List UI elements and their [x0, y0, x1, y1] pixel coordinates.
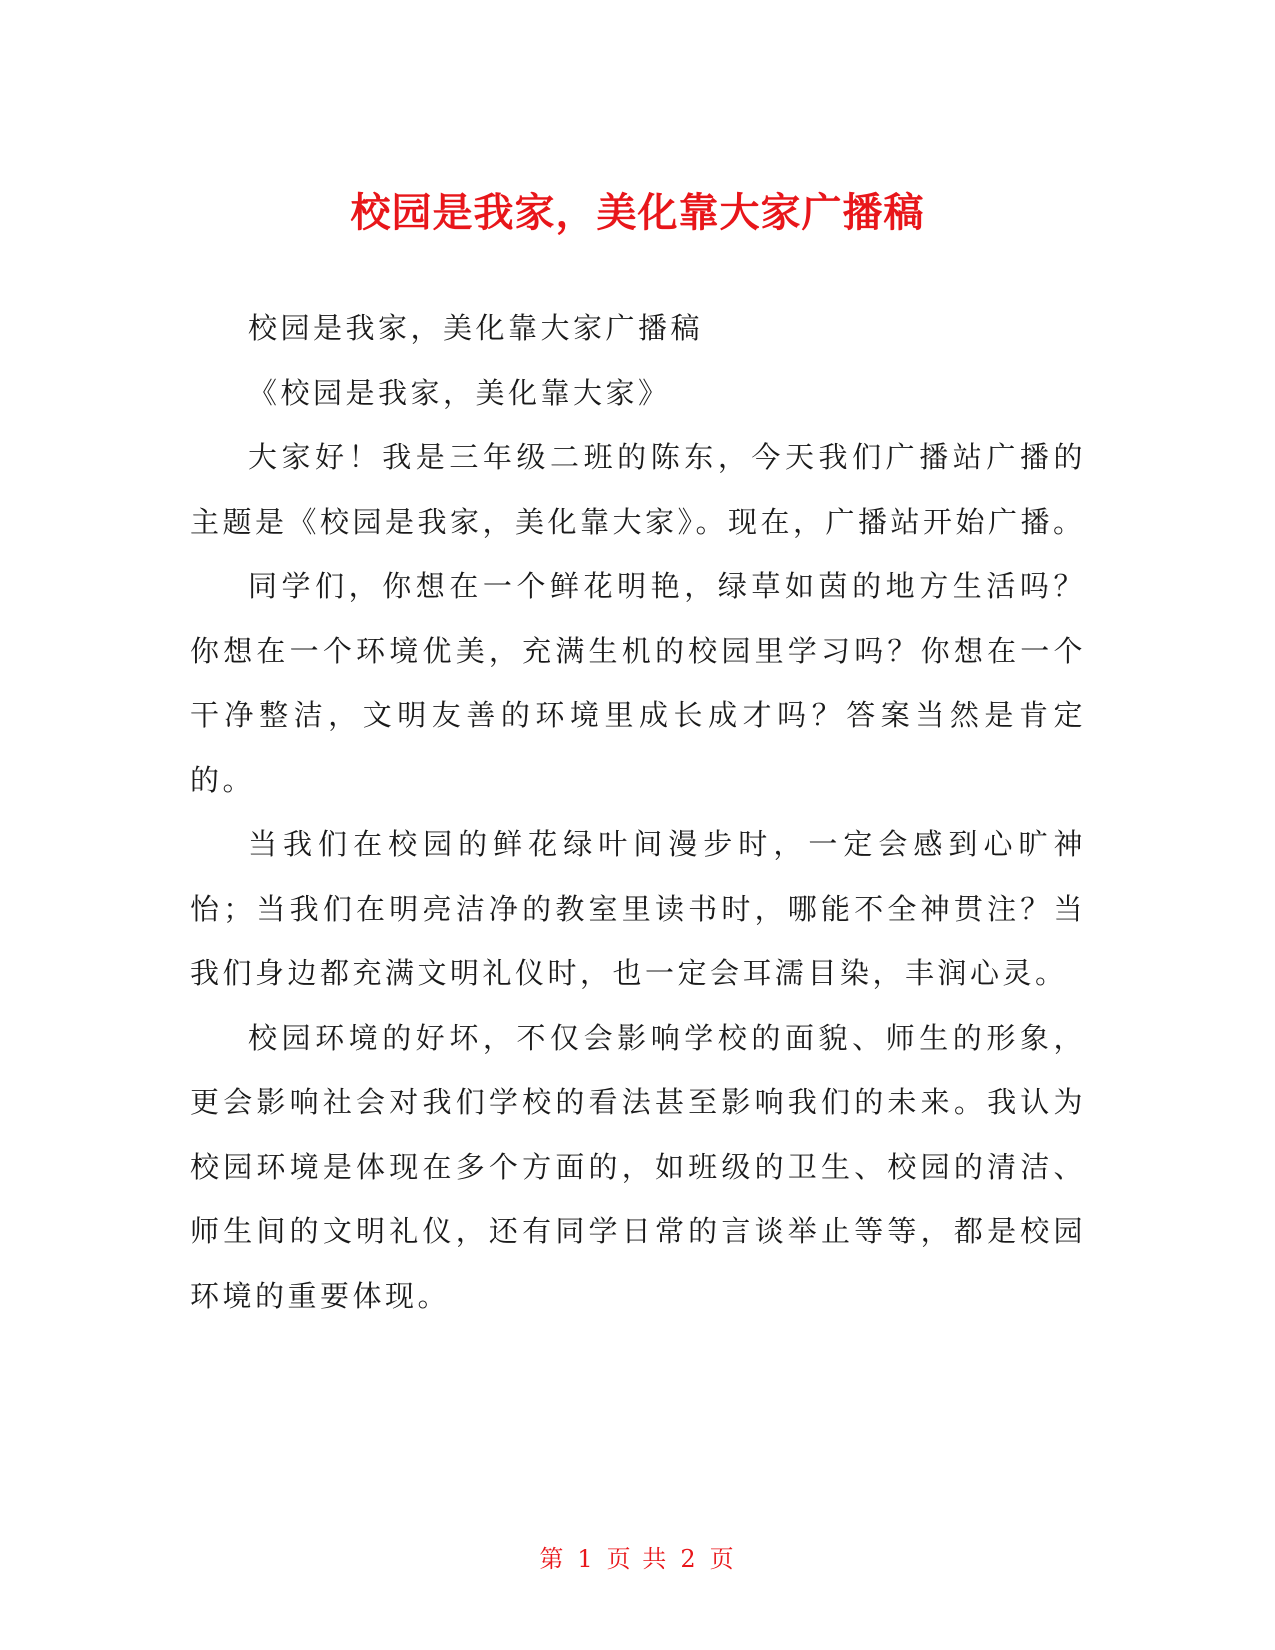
- footer-suffix: 页: [709, 1545, 736, 1573]
- paragraph-environment: 校园环境的好坏，不仅会影响学校的面貌、师生的形象，更会影响社会对我们学校的看法甚至影响我们的未来。我认为校园环境是体现在多个方面的，如班级的卫生、校园的清洁、师生间的文明礼仪，还有同学日常的言谈举止等等，都是校园环境的重要体现。: [190, 1020, 1086, 1313]
- paragraph-heading: 校园是我家，美化靠大家广播稿: [248, 311, 704, 345]
- document-title: 校园是我家，美化靠大家广播稿: [350, 189, 925, 236]
- footer-mid: 页 共: [606, 1545, 669, 1573]
- page-footer: [0, 1544, 1275, 1574]
- paragraph-greeting: 大家好！我是三年级二班的陈东，今天我们广播站广播的主题是《校园是我家，美化靠大家》。现在，广播站开始广播。: [190, 440, 1086, 539]
- footer-total-pages: 2: [680, 1545, 698, 1573]
- footer-prefix: 第: [539, 1545, 566, 1573]
- paragraph-questions: 同学们，你想在一个鲜花明艳，绿草如茵的地方生活吗？你想在一个环境优美，充满生机的校园里学习吗？你想在一个干净整洁，文明友善的环境里成长成才吗？答案当然是肯定的。: [190, 569, 1086, 797]
- paragraph-subtitle: 《校园是我家，美化靠大家》: [248, 375, 671, 410]
- paragraph-feelings: 当我们在校园的鲜花绿叶间漫步时，一定会感到心旷神怡；当我们在明亮洁净的教室里读书时，哪能不全神贯注？当我们身边都充满文明礼仪时，也一定会耳濡目染，丰润心灵。: [190, 827, 1086, 990]
- footer-page-number: 1: [577, 1545, 595, 1573]
- document-body: [190, 296, 1086, 1328]
